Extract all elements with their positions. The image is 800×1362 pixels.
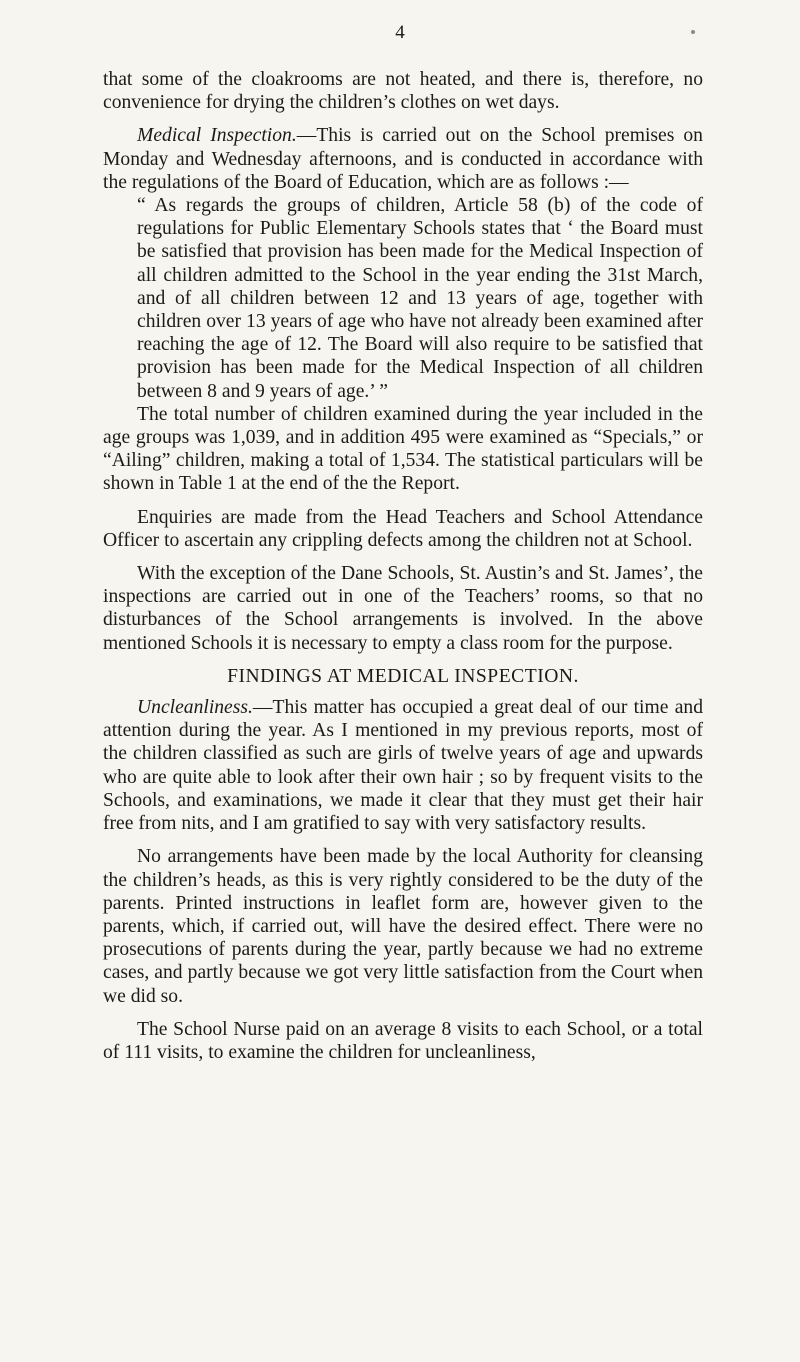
paragraph-enquiries: Enquiries are made from the Head Teachers and School Attendance Officer to ascertain any crippling defects among the children not at School. (103, 506, 703, 551)
paragraph-total-examined: The total number of children examined during the year included in the age groups was 1,039, and in addition 495 were examined as “Specials,” or “Ailing” children, making a total of 1,534. The statistical particulars will be shown in Table 1 at the end of the the Report. (103, 403, 703, 495)
paragraph-school-nurse: The School Nurse paid on an average 8 visits to each School, or a total of 111 visits, to examine the children for uncleanliness, (103, 1018, 703, 1063)
paragraph-cloakrooms: that some of the cloakrooms are not heated, and there is, therefore, no convenience for drying the children’s clothes on wet days. (103, 69, 703, 114)
paragraph-inspection-rooms: With the exception of the Dane Schools, St. Austin’s and St. James’, the inspections are carried out in one of the Teachers’ rooms, so that no disturbances of the School arrangements is involved. In the above mentioned Schools it is necessary to empty a class room for the purpose. (103, 563, 703, 654)
ink-speck (691, 30, 695, 34)
page-number: 4 (395, 22, 405, 43)
paragraph-uncleanliness (103, 696, 703, 835)
medical-inspection-text: —This is carried out on the School premises on Monday and Wednesday afternoons, and is conducted in accordance with the regulations of the Board of Education, which are as follows :— (103, 125, 703, 193)
paragraph-cleansing-arrangements: No arrangements have been made by the local Authority for cleansing the children’s heads, as this is very rightly considered to be the duty of the parents. Printed instructions in leaflet form are, however given to the parents, which, if carried out, will have the desired effect. There were no prosecutions of parents during the year, partly because we had no extreme cases, and partly because we got very little satisfaction from the Court when we did so. (103, 846, 703, 1007)
medical-inspection-heading: Medical Inspection. (137, 125, 297, 147)
document-body (103, 68, 703, 1064)
section-heading-findings: FINDINGS AT MEDICAL INSPECTION. (227, 665, 579, 687)
uncleanliness-text: —This matter has occupied a great deal of our time and attention during the year. As I mentioned in my previous reports, most of the children classified as such are girls of twelve years of age and upwards who are quite able to look after their own hair ; so by frequent visits to the Schools, and examinations, we made it clear that they must get their hair free from nits, and I am gratified to say with very satisfactory results. (103, 697, 703, 835)
paragraph-medical-inspection (103, 124, 703, 194)
uncleanliness-heading: Uncleanliness. (137, 697, 253, 719)
paragraph-regulations-quote: “ As regards the groups of children, Article 58 (b) of the code of regulations for Public Elementary Schools states that ‘ the Board must be satisfied that provision has been made for the Medical Inspection of all children admitted to the School in the year ending the 31st March, and of all children between 12 and 13 years of age, together with children over 13 years of age who have not already been examined after reaching the age of 12. The Board will also require to be satisfied that provision has been made for the Medical Inspection of all children between 8 and 9 years of age.’ ” (137, 195, 703, 402)
